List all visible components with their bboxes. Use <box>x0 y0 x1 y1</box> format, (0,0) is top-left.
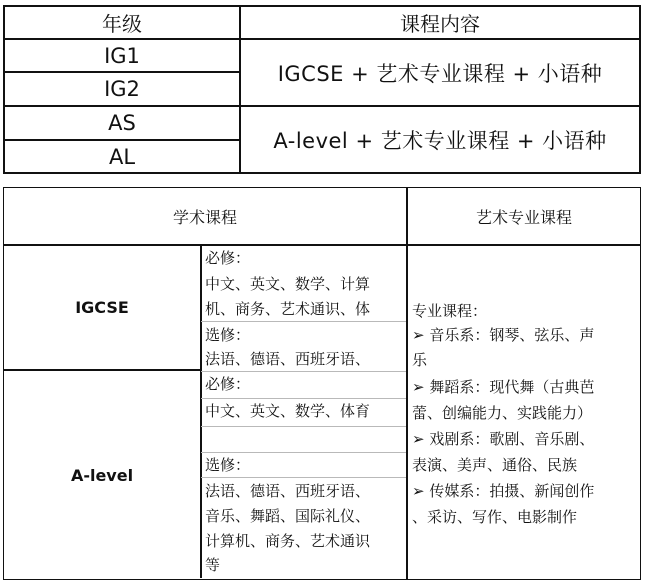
igcse-elective-line: 法语、德语、西班牙语、 <box>205 350 371 368</box>
alevel-required-label: 必修： <box>205 375 251 393</box>
grade-ig1: IG1 <box>104 43 140 68</box>
header-academic: 学术课程 <box>172 207 237 227</box>
content-alevel: A-level + 艺术专业课程 + 小语种 <box>273 128 607 153</box>
art-line: ➢ 传媒系：拍摄、新闻创作 <box>412 482 595 500</box>
art-intro: 专业课程： <box>412 302 488 320</box>
row-label-igcse: IGCSE <box>75 298 129 317</box>
alevel-elective-label: 选修： <box>205 456 251 474</box>
igcse-required-line: 机、商务、艺术通识、体 <box>205 300 371 318</box>
alevel-elective-line: 音乐、舞蹈、国际礼仪、 <box>205 507 371 525</box>
grade-course-table <box>3 5 641 174</box>
grade-ig2: IG2 <box>104 77 140 101</box>
art-line: 、采访、写作、电影制作 <box>412 508 578 526</box>
grade-al: AL <box>108 144 136 169</box>
curriculum-table <box>3 187 641 580</box>
igcse-required-label: 必修： <box>205 249 251 267</box>
alevel-elective-line: 法语、德语、西班牙语、 <box>205 482 371 500</box>
row-label-alevel: A-level <box>70 465 134 485</box>
header-course-content: 课程内容 <box>400 12 480 36</box>
table-divider <box>406 188 408 579</box>
art-line: ➢ 舞蹈系：现代舞（古典芭 <box>412 378 595 396</box>
art-line: 表演、美声、通俗、民族 <box>412 456 578 474</box>
header-grade: 年级 <box>102 12 142 36</box>
alevel-elective-line: 等 <box>205 556 221 574</box>
table-divider <box>200 244 202 578</box>
igcse-elective-label: 选修： <box>205 326 251 344</box>
art-line: ➢ 音乐系：钢琴、弦乐、声 <box>412 326 595 344</box>
alevel-elective-line: 计算机、商务、艺术通识 <box>205 532 371 550</box>
content-igcse: IGCSE + 艺术专业课程 + 小语种 <box>277 61 603 86</box>
table-divider <box>201 426 406 427</box>
art-line: 乐 <box>412 351 428 369</box>
alevel-required-line: 中文、英文、数学、体育 <box>205 402 371 420</box>
header-art-courses: 艺术专业课程 <box>475 207 572 227</box>
art-line: ➢ 戏剧系：歌剧、音乐剧、 <box>412 430 595 448</box>
grade-as: AS <box>108 111 136 135</box>
igcse-required-line: 中文、英文、数学、计算 <box>205 275 371 293</box>
art-line: 蕾、创编能力、实践能力） <box>412 404 593 422</box>
